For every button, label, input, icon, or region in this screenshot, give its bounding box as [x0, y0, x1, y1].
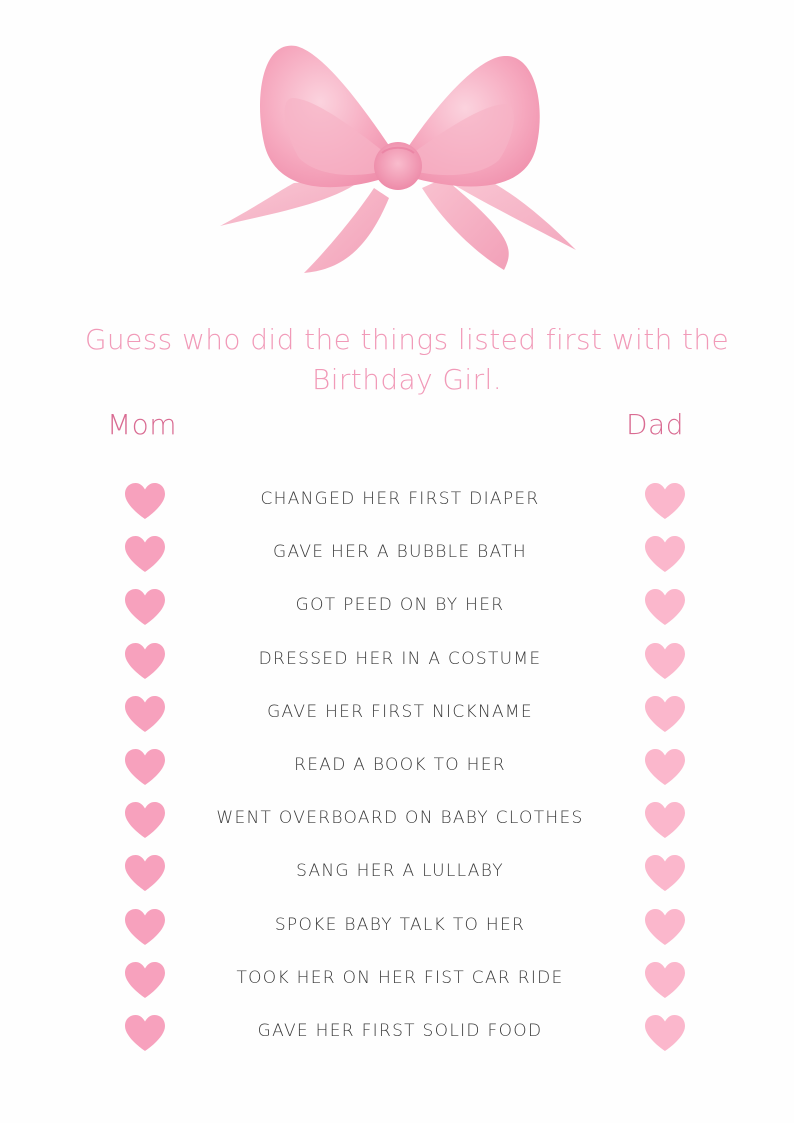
heart-icon[interactable]: [123, 534, 167, 574]
item-label: DRESSED HER IN A COSTUME: [258, 648, 542, 669]
item-label: SPOKE BABY TALK TO HER: [274, 914, 526, 935]
heart-icon[interactable]: [123, 960, 167, 1000]
page-title: Guess who did the things listed first with the Birthday Girl.: [84, 323, 730, 396]
item-label: TOOK HER ON HER FIST CAR RIDE: [236, 967, 564, 988]
list-item: [0, 739, 794, 792]
heart-icon[interactable]: [123, 907, 167, 947]
heart-icon[interactable]: [643, 747, 687, 787]
item-label: READ A BOOK TO HER: [294, 755, 506, 775]
column-heading-mom: Mom: [107, 408, 178, 441]
heart-icon[interactable]: [123, 800, 167, 840]
heart-icon[interactable]: [643, 587, 687, 627]
item-label: WENT OVERBOARD ON BABY CLOTHES: [216, 808, 584, 829]
heart-icon[interactable]: [643, 853, 687, 893]
heart-icon[interactable]: [643, 960, 687, 1000]
column-heading-dad: Dad: [626, 408, 684, 441]
heart-icon[interactable]: [123, 1013, 167, 1053]
item-label: GOT PEED ON BY HER: [295, 595, 505, 616]
heart-icon[interactable]: [123, 641, 167, 681]
list-item: [0, 1005, 794, 1058]
heart-icon[interactable]: [643, 481, 687, 521]
heart-icon[interactable]: [643, 800, 687, 840]
heart-icon[interactable]: [643, 1013, 687, 1053]
heart-icon[interactable]: [123, 853, 167, 893]
pink-bow-icon: [214, 38, 580, 278]
list-item: [0, 845, 794, 898]
heart-icon[interactable]: [643, 694, 687, 734]
heart-icon[interactable]: [643, 534, 687, 574]
list-item: [0, 473, 794, 526]
list-item: [0, 686, 794, 739]
heart-icon[interactable]: [123, 481, 167, 521]
heart-icon[interactable]: [643, 641, 687, 681]
list-item: [0, 579, 794, 632]
item-label: GAVE HER FIRST SOLID FOOD: [257, 1021, 543, 1041]
heart-icon[interactable]: [123, 747, 167, 787]
item-label: CHANGED HER FIRST DIAPER: [260, 489, 540, 509]
list-item: [0, 792, 794, 845]
heart-icon[interactable]: [123, 587, 167, 627]
list-item: [0, 526, 794, 579]
item-label: SANG HER A LULLABY: [296, 861, 504, 882]
item-label: GAVE HER FIRST NICKNAME: [267, 701, 533, 722]
list-item: [0, 952, 794, 1005]
list-item: [0, 899, 794, 952]
heart-icon[interactable]: [123, 694, 167, 734]
list-item: [0, 633, 794, 686]
item-label: GAVE HER A BUBBLE BATH: [273, 542, 527, 563]
heart-icon[interactable]: [643, 907, 687, 947]
